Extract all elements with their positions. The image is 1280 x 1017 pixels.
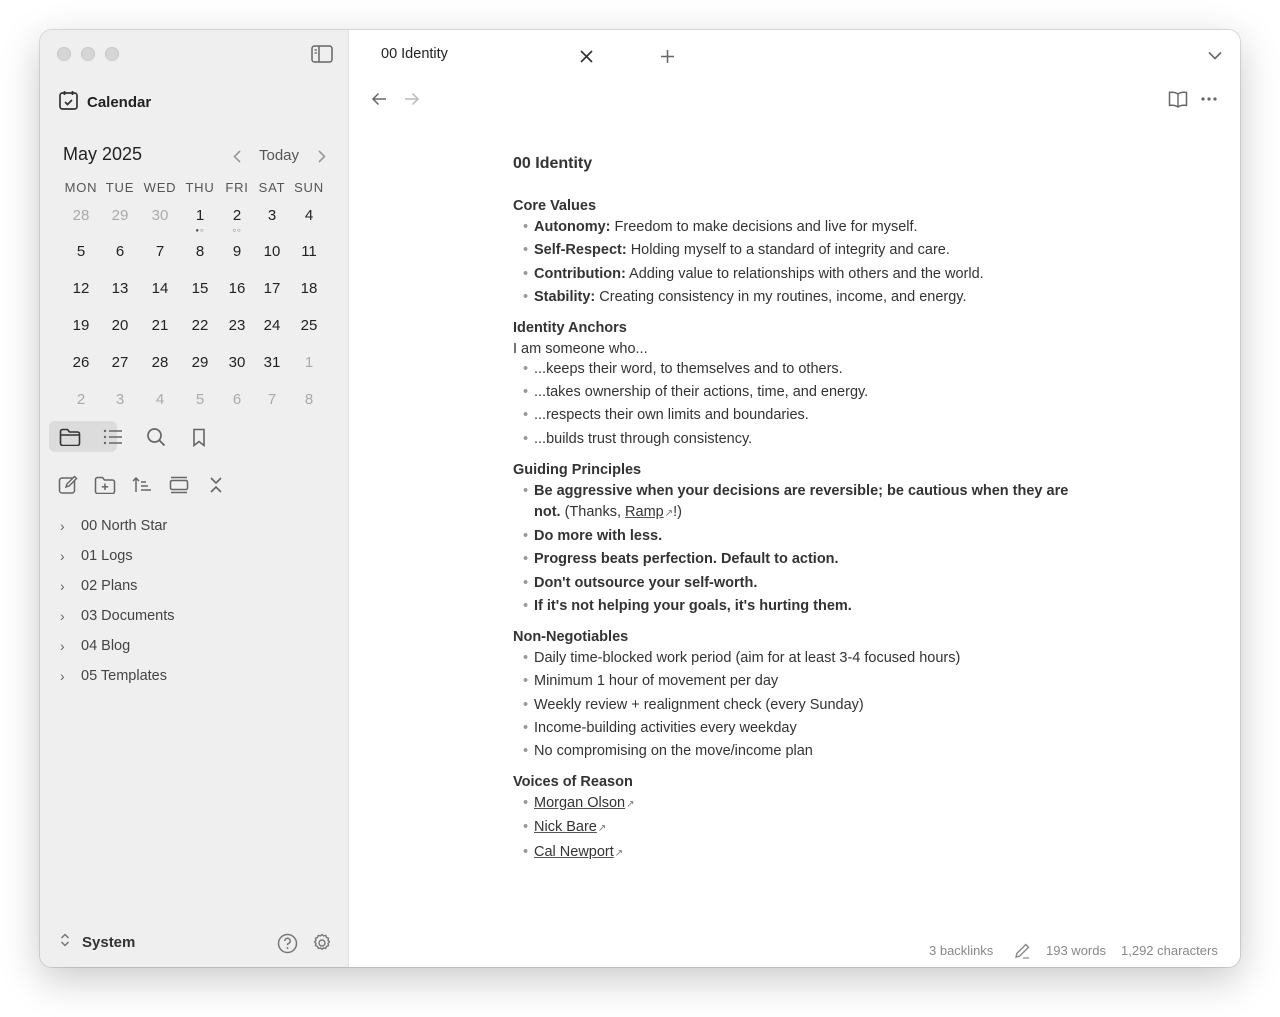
- editor-pane: [349, 30, 1240, 967]
- calendar-day[interactable]: 8: [304, 391, 314, 408]
- list-item: [534, 240, 1073, 261]
- thanks-prefix: (Thanks,: [560, 503, 626, 520]
- list-item: • ...keeps their word, to themselves and to others.: [534, 359, 1073, 380]
- window-close-button[interactable]: [57, 47, 71, 61]
- list-item: [534, 526, 1073, 547]
- window-minimize-button[interactable]: [81, 47, 95, 61]
- new-note-icon[interactable]: [57, 474, 79, 496]
- section-heading: Voices of Reason: [513, 774, 633, 791]
- external-link[interactable]: Cal Newport: [534, 843, 614, 860]
- calendar-day[interactable]: 13: [111, 280, 129, 297]
- list-item: • Weekly review + realignment check (every Sunday): [534, 695, 1073, 716]
- forward-arrow-icon[interactable]: [403, 91, 421, 107]
- note-indicator-dots: ●○: [195, 228, 205, 234]
- new-folder-icon[interactable]: [93, 474, 117, 496]
- reading-view-book-icon[interactable]: [1167, 89, 1189, 109]
- calendar-icon: [59, 90, 78, 115]
- weekday-header: MON: [64, 180, 98, 195]
- external-link-icon: ↗: [626, 799, 635, 811]
- calendar-day[interactable]: [182, 202, 218, 234]
- calendar-day[interactable]: 11: [301, 243, 317, 260]
- section-heading: Non-Negotiables: [513, 628, 629, 645]
- value-text: Creating consistency in my routines, income, and energy.: [595, 288, 967, 305]
- calendar-day[interactable]: 29: [191, 354, 209, 371]
- folder-label: 02 Plans: [81, 578, 138, 594]
- today-button[interactable]: Today: [259, 147, 300, 164]
- weekday-header: WED: [143, 180, 177, 195]
- section-heading: Guiding Principles: [513, 461, 642, 478]
- external-link-icon: ↗: [597, 823, 607, 835]
- principle-text: Don't outsource your self-worth.: [534, 574, 758, 591]
- external-link-ramp[interactable]: Ramp: [625, 503, 664, 520]
- list-item: [534, 287, 1073, 308]
- collapse-all-icon[interactable]: [206, 474, 226, 496]
- calendar-day[interactable]: 30: [151, 207, 169, 224]
- identity-intro: I am someone who...: [513, 340, 648, 357]
- list-item: [534, 264, 1073, 285]
- list-item: • Income-building activities every weekday: [534, 718, 1073, 739]
- settings-gear-icon[interactable]: [311, 932, 333, 954]
- list-item: [534, 817, 1073, 839]
- next-month-icon[interactable]: [316, 148, 328, 164]
- folder-label: 03 Documents: [81, 608, 175, 624]
- list-item: [534, 573, 1073, 594]
- list-item: [534, 217, 1073, 238]
- folder-icon[interactable]: [58, 426, 82, 448]
- calendar-day[interactable]: 28: [151, 354, 169, 371]
- weekday-header: THU: [185, 180, 215, 195]
- external-link-icon: ↗: [614, 847, 624, 859]
- calendar-day[interactable]: 25: [300, 317, 318, 334]
- calendar-day[interactable]: 24: [263, 317, 281, 334]
- back-arrow-icon[interactable]: [370, 91, 388, 107]
- month-navigation: [63, 144, 331, 168]
- calendar-day[interactable]: 29: [111, 207, 129, 224]
- value-name: Self-Respect:: [534, 242, 627, 259]
- calendar-day[interactable]: 2: [76, 391, 86, 408]
- calendar-day[interactable]: 1: [304, 354, 314, 371]
- window-zoom-button[interactable]: [105, 47, 119, 61]
- calendar-day[interactable]: 6: [232, 391, 242, 408]
- calendar-day[interactable]: 12: [72, 280, 90, 297]
- edit-pencil-icon[interactable]: [1013, 943, 1031, 959]
- list-item: • ...builds trust through consistency.: [534, 429, 1073, 450]
- app-window: [40, 30, 1240, 967]
- list-item: [534, 549, 1073, 570]
- folder-label: 00 North Star: [81, 518, 168, 534]
- section-heading: Identity Anchors: [513, 319, 627, 336]
- chevron-right-icon: ›: [60, 548, 65, 564]
- external-link[interactable]: Morgan Olson: [534, 795, 626, 812]
- principle-text: Do more with less.: [534, 528, 663, 545]
- calendar-day[interactable]: 7: [155, 243, 165, 260]
- folder-item[interactable]: [60, 548, 133, 564]
- new-tab-icon[interactable]: [658, 47, 676, 65]
- more-options-icon[interactable]: [1199, 90, 1219, 108]
- voices-list: [513, 793, 1073, 864]
- chevron-right-icon: ›: [60, 668, 65, 684]
- calendar-day[interactable]: 23: [228, 317, 246, 334]
- calendar-day[interactable]: 7: [267, 391, 277, 408]
- calendar-day[interactable]: 15: [191, 280, 209, 297]
- value-text: Holding myself to a standard of integrity and care.: [626, 242, 950, 259]
- list-item: [534, 842, 1073, 864]
- outline-list-icon[interactable]: [102, 426, 124, 448]
- chevron-right-icon: ›: [60, 608, 65, 624]
- calendar-day[interactable]: 30: [228, 354, 246, 371]
- calendar-day[interactable]: 19: [72, 317, 90, 334]
- core-values-list: [513, 217, 1073, 308]
- calendar-day[interactable]: 27: [111, 354, 129, 371]
- folder-item[interactable]: [60, 638, 130, 654]
- calendar-day[interactable]: 21: [151, 317, 169, 334]
- folder-item[interactable]: [60, 608, 175, 624]
- weekday-header: TUE: [105, 180, 135, 195]
- chevron-right-icon: ›: [60, 638, 65, 654]
- weekday-header: SUN: [294, 180, 324, 195]
- sidebar-toggle-icon[interactable]: [310, 44, 334, 64]
- note-content[interactable]: [513, 154, 1073, 866]
- calendar-day[interactable]: 26: [72, 354, 90, 371]
- bookmark-icon[interactable]: [189, 426, 209, 448]
- calendar-view-header: [59, 90, 151, 115]
- calendar-day[interactable]: 4: [155, 391, 165, 408]
- note-indicator-dots: ○○: [232, 228, 242, 234]
- list-item: • No compromising on the move/income plan: [534, 741, 1073, 762]
- word-count: 193 words: [1046, 943, 1106, 958]
- search-icon[interactable]: [145, 426, 167, 448]
- day-number: 2: [232, 207, 242, 224]
- folder-item[interactable]: [60, 578, 137, 594]
- chevron-right-icon: ›: [60, 518, 65, 534]
- calendar-day[interactable]: 31: [263, 354, 281, 371]
- external-link-icon: ↗: [664, 507, 674, 519]
- help-icon[interactable]: [276, 932, 298, 954]
- calendar-day[interactable]: 20: [111, 317, 129, 334]
- tab-list-chevron-icon[interactable]: [1207, 48, 1223, 62]
- character-count: 1,292 characters: [1121, 943, 1218, 958]
- value-text: Adding value to relationships with others and the world.: [625, 265, 984, 282]
- vault-switcher[interactable]: [60, 932, 135, 952]
- previous-month-icon[interactable]: [231, 148, 243, 164]
- identity-anchors-list: [513, 359, 1073, 450]
- value-name: Autonomy:: [534, 219, 611, 235]
- month-label: May 2025: [63, 144, 143, 164]
- calendar-day[interactable]: 5: [195, 391, 205, 408]
- non-negotiables-list: [513, 648, 1073, 762]
- principle-text: If it's not helping your goals, it's hurting them.: [534, 597, 852, 614]
- folder-label: 04 Blog: [81, 638, 131, 654]
- folder-label: 01 Logs: [81, 548, 133, 564]
- folder-item[interactable]: [60, 668, 167, 684]
- calendar-day[interactable]: 5: [76, 243, 86, 260]
- list-item: • Daily time-blocked work period (aim for at least 3-4 focused hours): [534, 648, 1073, 669]
- value-name: Contribution:: [534, 265, 626, 282]
- list-item: • ...respects their own limits and boundaries.: [534, 405, 1073, 426]
- vault-name: System: [82, 933, 136, 951]
- calendar-day[interactable]: 9: [232, 243, 242, 260]
- calendar-day[interactable]: [219, 202, 255, 234]
- calendar-day[interactable]: 3: [115, 391, 125, 408]
- calendar-day[interactable]: 18: [300, 280, 318, 297]
- calendar-day[interactable]: 10: [263, 243, 281, 260]
- folder-item[interactable]: [60, 518, 167, 534]
- sort-icon[interactable]: [131, 474, 153, 496]
- day-number: 1: [195, 207, 205, 224]
- external-link[interactable]: Nick Bare: [534, 819, 597, 836]
- left-sidebar: [40, 30, 349, 967]
- calendar-day[interactable]: 28: [72, 207, 90, 224]
- folder-label: 05 Templates: [81, 668, 167, 684]
- calendar-day[interactable]: 16: [228, 280, 246, 297]
- value-name: Stability:: [534, 288, 596, 305]
- backlinks-count[interactable]: 3 backlinks: [929, 943, 994, 958]
- guiding-principles-list: [513, 481, 1073, 617]
- weekday-header: FRI: [225, 180, 249, 195]
- calendar-day[interactable]: 4: [304, 207, 314, 224]
- calendar-day[interactable]: 17: [263, 280, 281, 297]
- tab-active[interactable]: 00 Identity: [381, 46, 448, 62]
- thanks-suffix: !): [673, 503, 682, 520]
- calendar-day[interactable]: 22: [191, 317, 209, 334]
- principle-text: Be aggressive when your decisions are reversible; be cautious when they are not.: [534, 482, 1069, 520]
- calendar-day[interactable]: 6: [115, 243, 125, 260]
- up-down-chevron-icon: [60, 932, 70, 952]
- calendar-day[interactable]: 8: [195, 243, 205, 260]
- list-item: [534, 596, 1073, 617]
- note-title: 00 Identity: [513, 155, 593, 172]
- auto-reveal-icon[interactable]: [168, 474, 190, 496]
- principle-text: Progress beats perfection. Default to action.: [534, 551, 839, 568]
- calendar-title: Calendar: [87, 94, 152, 111]
- value-text: Freedom to make decisions and live for myself.: [610, 219, 918, 235]
- section-heading: Core Values: [513, 198, 597, 214]
- chevron-right-icon: ›: [60, 578, 65, 594]
- list-item: • Minimum 1 hour of movement per day: [534, 671, 1073, 692]
- weekday-header: SAT: [258, 180, 286, 195]
- list-item: [534, 793, 1073, 815]
- list-item: • ...takes ownership of their actions, time, and energy.: [534, 382, 1073, 403]
- list-item: [534, 481, 1073, 524]
- close-tab-icon[interactable]: [578, 48, 594, 64]
- calendar-day[interactable]: 3: [267, 207, 277, 224]
- calendar-day[interactable]: 14: [151, 280, 169, 297]
